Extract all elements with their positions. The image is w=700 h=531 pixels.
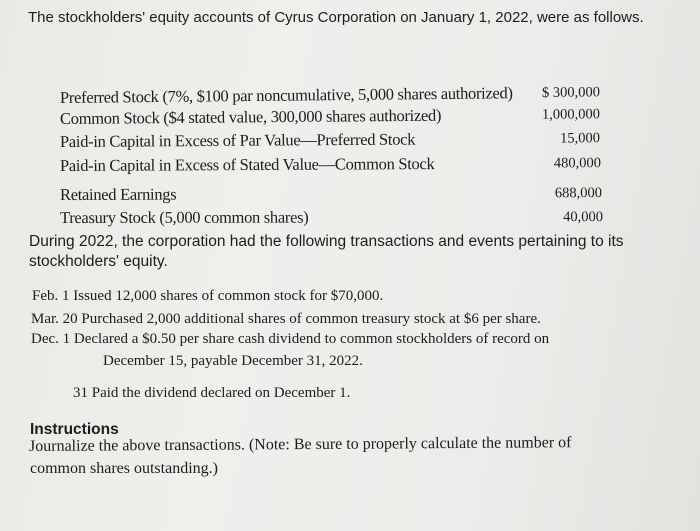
account-row [60, 103, 660, 130]
problem-intro: The stockholders' equity accounts of Cyrus Corporation on January 1, 2022, were as follows. [28, 9, 644, 26]
account-label: Paid-in Capital in Excess of Par Value—Preferred Stock [59, 129, 416, 151]
account-label: Paid-in Capital in Excess of Stated Value—Common Stock [59, 154, 435, 175]
account-label: Preferred Stock (7%, $100 par noncumulative, 5,000 shares authorized) [59, 83, 513, 107]
transaction-dec-1: Dec. 1 Declared a $0.50 per share cash dividend to common stockholders of record on [31, 331, 550, 347]
transaction-dec-31: 31 Paid the dividend declared on December 1. [73, 385, 351, 401]
account-row [60, 127, 660, 153]
account-amount: 1,000,000 [541, 106, 601, 123]
account-amount: 688,000 [554, 185, 603, 202]
account-label: Treasury Stock (5,000 common shares) [59, 207, 309, 227]
account-row [60, 182, 660, 206]
account-row [60, 152, 660, 177]
account-amount: 40,000 [563, 209, 604, 226]
account-amount: $ 300,000 [541, 84, 601, 101]
account-label: Common Stock ($4 stated value, 300,000 shares authorized) [59, 105, 442, 128]
account-amount: 480,000 [553, 155, 602, 172]
transactions-intro: During 2022, the corporation had the following transactions and events pertaining to its stockholders' equity. [29, 233, 624, 270]
account-label: Retained Earnings [59, 184, 177, 204]
transaction-feb-1: Feb. 1 Issued 12,000 shares of common stock for $70,000. [32, 288, 384, 304]
instructions-line: Journalize the above transactions. (Note: Be sure to properly calculate the number of [28, 434, 572, 455]
account-row [60, 206, 660, 229]
instructions-line: common shares outstanding.) [30, 460, 218, 477]
instructions-heading: Instructions [30, 421, 119, 438]
transaction-dec-1-continued: December 15, payable December 31, 2022. [103, 353, 363, 369]
transaction-mar-20: Mar. 20 Purchased 2,000 additional shares of common treasury stock at $6 per share. [31, 311, 541, 327]
account-amount: 15,000 [560, 130, 601, 147]
